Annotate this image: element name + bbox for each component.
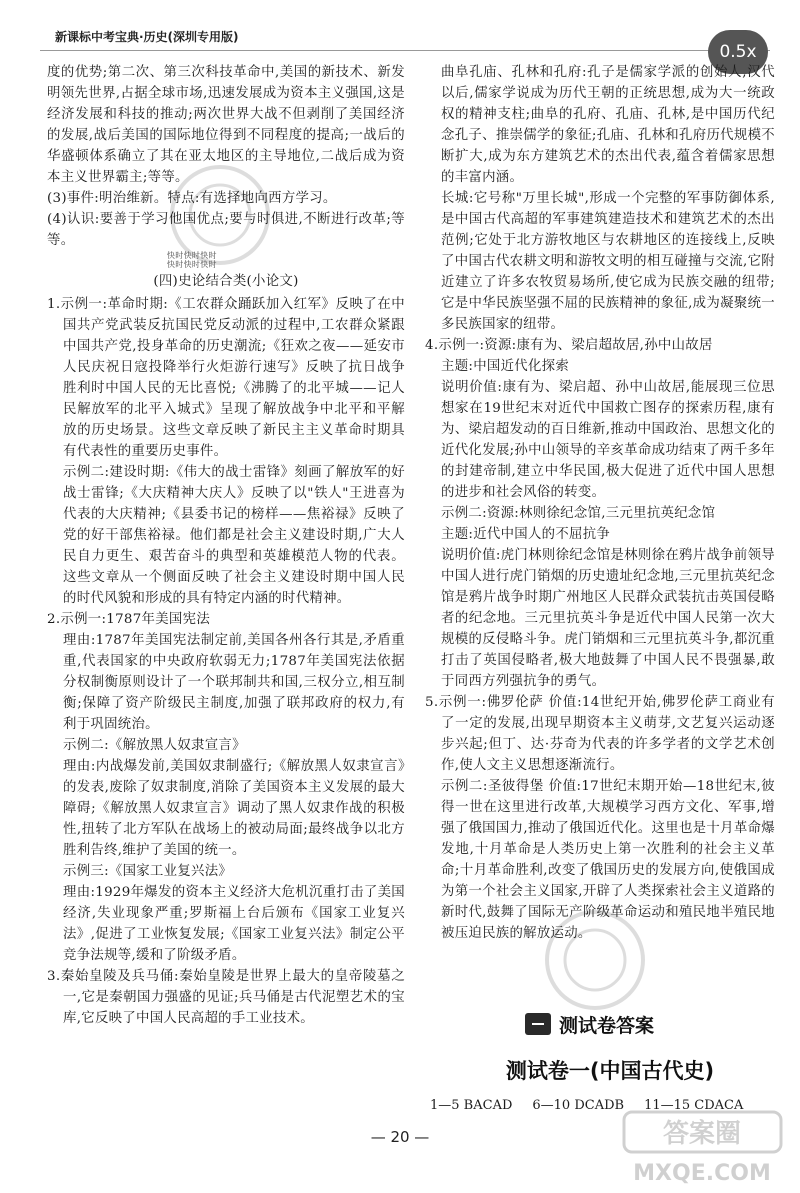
site-watermark-logo (620, 1108, 785, 1188)
answer-group: 1—5 BACAD (430, 1098, 513, 1113)
subsection-heading: (四)史论结合类(小论文) (153, 274, 299, 289)
item-paragraph: 主题:近代中国人的不屈抗争 (441, 527, 611, 542)
item-paragraph: 理由:1787年美国宪法制定前,美国各州各行其是,矛盾重重,代表国家的中央政府软弱无力;1787年美国宪法依据分权制衡原则设计了一个联邦制共和国,三权分立,相互制衡;保障了资产阶级民主制度,加强了联邦政府的权力,有利于巩固统治。 (63, 633, 405, 732)
svg-text:MXQE.COM: MXQE.COM (633, 1161, 771, 1186)
item-number: 4. (425, 338, 439, 353)
item-paragraph: 示例二:建设时期:《伟大的战士雷锋》刻画了解放军的好战士雷锋;《大庆精神大庆人》反映了以"铁人"王进喜为代表的大庆精神;《县委书记的榜样——焦裕禄》反映了党的好干部焦裕禄。他们都是社会主义建设时期,广大人民自力更生、艰苦奋斗的典型和英雄模范人物的代表。这些文章从一个侧面反映了社会主义建设时期中国人民的时代风貌和形成的具有特定内涵的时代精神。 (63, 465, 405, 606)
answer-item-5 (425, 692, 775, 944)
item-paragraph: 3.秦始皇陵及兵马俑:秦始皇陵是世界上最大的皇帝陵墓之一,它是秦朝国力强盛的见证;兵马俑是古代泥塑艺术的宝库,它反映了中国人民高超的手工业技术。 (47, 969, 405, 1026)
svg-text:答案圈: 答案圈 (662, 1119, 742, 1149)
handwritten-note: 快时快时快时 快时快时快时 (167, 251, 217, 269)
intro-paragraph: (3)事件:明治维新。特点:有选择地向西方学习。 (47, 191, 337, 206)
item-paragraph: 示例三:《国家工业复兴法》 (63, 864, 233, 879)
item-paragraph: 示例二:资源:林则徐纪念馆,三元里抗英纪念馆 (441, 506, 716, 521)
item-paragraph: 4.示例一:资源:康有为、梁启超故居,孙中山故居 (425, 338, 713, 353)
test-paper-title: 测试卷一(中国古代史) (505, 1059, 715, 1083)
item-paragraph: 主题:中国近代化探索 (441, 359, 570, 374)
item-number: 1. (47, 297, 61, 312)
intro-paragraph: 度的优势;第二次、第三次科技革命中,美国的新技术、新发明领先世界,占据全球市场,迅速发展成为资本主义强国,这是经济发展和科技的推动;两次世界大战不但剥削了美国经济的发展,战后美国的国际地位得到不同程度的提高;一战后的华盛顿体系确立了其在亚太地区的主导地位,二战后成为资本主义世界霸主;等等。 (47, 65, 405, 185)
item-paragraph: 1.示例一:革命时期:《工农群众踊跃加入红军》反映了在中国共产党武装反抗国民党反动派的过程中,工农群众紧跟中国共产党,投身革命的历史潮流;《狂欢之夜——延安市人民庆祝日寇投降举行火炬游行速写》反映了抗日战争胜利时中国人民的无比喜悦;《沸腾了的北平城——记人民解放军的北平入城式》呈现了解放战争中北平和平解放的历史场景。这些文章反映了新民主主义革命时期具有代表性的重要历史事件。 (47, 297, 405, 459)
item-number: 3. (47, 969, 61, 984)
answer-item-3 (47, 966, 405, 1029)
intro-paragraph: 长城:它号称"万里长城",形成一个完整的军事防御体系,是中国古代高超的军事建筑建造技术和建筑艺术的杰出范例;它处于北方游牧地区与农耕地区的连接线上,反映了中国古代农耕文明和游牧文明的相互碰撞与交流,它附近建立了许多农牧贸易场所,使它成为民族交融的纽带;它是中华民族坚强不屈的民族精神的象征,成为凝聚统一多民族国家的纽带。 (441, 191, 775, 332)
zoom-level-badge[interactable]: 0.5x (708, 30, 768, 74)
item-paragraph: 2.示例一:1787年美国宪法 (47, 612, 211, 627)
header-divider (40, 50, 770, 51)
item-paragraph: 示例二:圣彼得堡 价值:17世纪末期开始—18世纪末,彼得一世在这里进行改革,大规模学习西方文化、军事,增强了俄国国力,推动了俄国近代化。这里也是十月革命爆发地,十月革命是人类历史上第一次胜利的社会主义革命;十月革命胜利,改变了俄国历史的发展方向,使俄国成为第一个社会主义国家,开辟了人类探索社会主义道路的新时代,鼓舞了国际无产阶级革命运动和殖民地半殖民地被压迫民族的解放运动。 (441, 779, 775, 941)
item-number: 5. (425, 695, 439, 710)
answer-section-heading: 测试卷答案 (525, 1010, 654, 1038)
answer-item-2 (47, 609, 405, 966)
item-paragraph: 5.示例一:佛罗伦萨 价值:14世纪开始,佛罗伦萨工商业有了一定的发展,出现早期资本主义萌芽,文艺复兴运动逐步兴起;但丁、达·芬奇为代表的许多学者的文学艺术创作,使人文主义思想逐渐流行。 (425, 695, 775, 773)
answer-item-4 (425, 335, 775, 692)
item-number: 2. (47, 612, 61, 627)
intro-paragraph: (4)认识:要善于学习他国优点;要与时俱进,不断进行改革;等等。 (47, 212, 405, 248)
answer-group: 11—15 CDACA (644, 1098, 744, 1113)
intro-paragraph: 曲阜孔庙、孔林和孔府:孔子是儒家学派的创始人,汉代以后,儒家学说成为历代王朝的正统思想,成为大一统政权的精神支柱;曲阜的孔府、孔庙、孔林,是中国历代纪念孔子、推崇儒学的象征;孔庙、孔林和孔府历代规模不断扩大,成为东方建筑艺术的杰出代表,蕴含着儒家思想的丰富内涵。 (441, 65, 775, 185)
page-number: — 20 — (370, 1128, 430, 1146)
item-paragraph: 说明价值:康有为、梁启超、孙中山故居,能展现三位思想家在19世纪末对近代中国救亡图存的探索历程,康有为、梁启超发动的百日维新,推动中国政治、思想文化的近代化发展;孙中山领导的辛亥革命成功结束了两千多年的封建帝制,建立中华民国,极大促进了近代中国人思想的进步和社会风俗的转变。 (441, 380, 775, 500)
answer-key-row (430, 1098, 770, 1113)
item-paragraph: 理由:1929年爆发的资本主义经济大危机沉重打击了美国经济,失业现象严重;罗斯福上台后颁布《国家工业复兴法》,促进了工业恢复发展;《国家工业复兴法》制定公平竞争法规等,缓和了阶级矛盾。 (63, 885, 405, 963)
left-column (47, 62, 405, 1029)
right-column (425, 62, 775, 944)
running-header: 新课标中考宝典·历史(深圳专用版) (55, 30, 239, 44)
item-paragraph: 示例二:《解放黑人奴隶宣言》 (63, 738, 246, 753)
answer-item-1 (47, 294, 405, 609)
item-paragraph: 理由:内战爆发前,美国奴隶制盛行;《解放黑人奴隶宣言》的发表,废除了奴隶制度,消除了美国资本主义发展的最大障碍;《解放黑人奴隶宣言》调动了黑人奴隶作战的积极性,扭转了北方军队在战场上的被动局面;最终战争以北方胜利告终,维护了美国的统一。 (63, 759, 405, 858)
item-paragraph: 说明价值:虎门林则徐纪念馆是林则徐在鸦片战争前领导中国人进行虎门销烟的历史遗址纪念地,三元里抗英纪念馆是鸦片战争时期广州地区人民群众武装抗击英国侵略者的纪念地。三元里抗英斗争是近代中国人民第一次大规模的反侵略斗争。虎门销烟和三元里抗英斗争,都沉重打击了英国侵略者,极大地鼓舞了中国人民不畏强暴,敢于同西方列强抗争的勇气。 (441, 548, 775, 689)
answer-group: 6—10 DCADB (532, 1098, 625, 1113)
document-icon (525, 1013, 551, 1035)
